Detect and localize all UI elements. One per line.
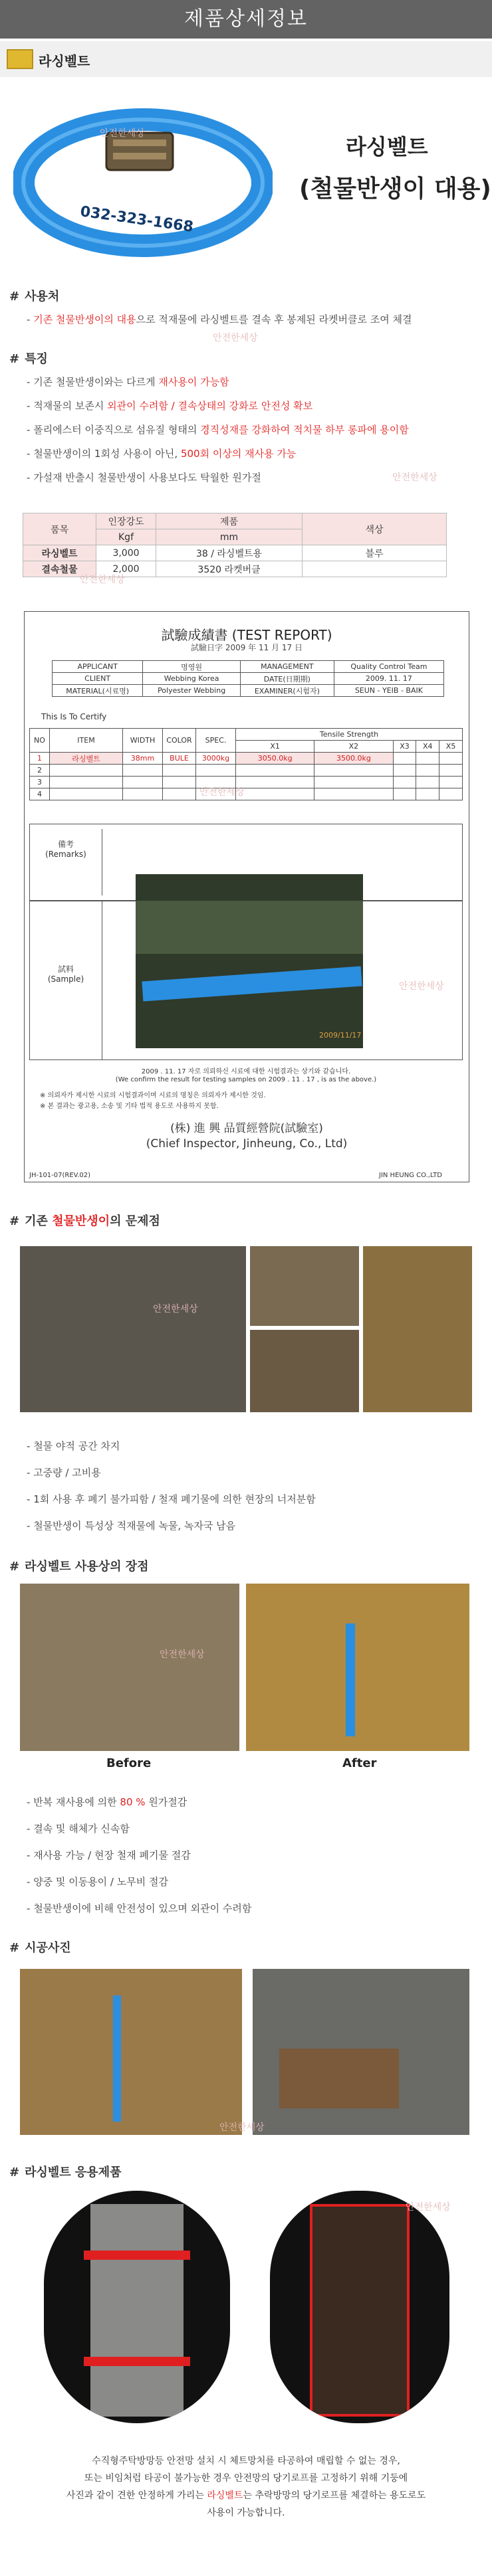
report-note3: ※ 의뢰자가 제시한 시료의 시험결과이며 시료의 명칭은 의뢰자가 제시한 것임. [40, 1092, 266, 1099]
application-photo-2 [270, 2191, 449, 2423]
application-desc-1: 수직형주탁방망등 안전망 설치 시 체트망처를 타공하여 매립할 수 없는 경우, [92, 2456, 400, 2466]
application-photo-1 [44, 2191, 230, 2423]
problem-item: - 고중량 / 고비용 [27, 1467, 101, 1479]
page-title: 제품상세정보 [0, 0, 492, 39]
report-note2: (We confirm the result for testing samples on 2009 . 11 . 17 , is as the above.) [115, 1076, 377, 1083]
watermark: 안전한세상 [213, 333, 258, 343]
report-certify: This Is To Certify [41, 712, 107, 721]
th-product: 품목 [23, 513, 96, 545]
watermark: 안전한세상 [399, 981, 444, 992]
after-label: After [342, 1756, 377, 1770]
sample-photo [136, 874, 363, 1048]
feature-item: - 가설재 반출시 철물반생이 사용보다도 탁월한 원가절 [27, 472, 261, 484]
watermark: 안전한세상 [100, 128, 145, 139]
report-info-table: APPLICANT 명영원 MANAGEMENT Quality Control Team CLIENT Webbing Korea DATE(日期期) 2009. 11. 17 MATERIAL(시료명) Polyester Webbing EXAMINER(시험자) SEUN - YEIB - BAIK [52, 660, 444, 697]
remarks-label: 備考 (Remarks) [45, 840, 86, 859]
th-color: 색상 [303, 513, 447, 545]
hero-title-line2: (철물반생이 대용) [299, 175, 491, 203]
problem-photo-wire [20, 1246, 246, 1412]
merit-item: - 양중 및 이동용이 / 노무비 절감 [27, 1876, 168, 1888]
sample-label: 試料 (Sample) [47, 965, 84, 984]
problem-item: - 철물 야적 공간 차지 [27, 1440, 120, 1452]
construction-photo-2 [253, 1969, 469, 2135]
problems-heading: # 기존 철물반생이의 문제점 [9, 1214, 160, 1228]
row-spec: 3520 라켓버클 [156, 561, 303, 577]
before-photo [20, 1584, 239, 1751]
merits-heading: # 라싱벨트 사용상의 장점 [9, 1560, 149, 1574]
application-desc-2: 또는 비임처럼 타공이 불가능한 경우 안전망의 당기로프를 고정하기 위해 기둥에 [84, 2473, 408, 2484]
report-company: (株) 進 興 品質經營院(試驗室) [170, 1122, 323, 1135]
watermark: 안전한세상 [153, 1304, 198, 1315]
application-desc-3: 사진과 같이 견한 안정하게 가리는 라싱벨트는 추락방망의 당기로프를 체결하는 용도로도 [66, 2490, 426, 2501]
construction-heading: # 시공사진 [9, 1941, 71, 1955]
report-note1: 2009 . 11. 17 자로 의뢰하신 시료에 대한 시험결과는 상기와 같습니다. [141, 1068, 351, 1075]
watermark: 안전한세상 [406, 2202, 451, 2213]
belt-print-text: 032-323-1668 [79, 203, 195, 236]
photo-date: 2009/11/17 [319, 1031, 362, 1040]
feature-item: - 철물반생이의 1회성 사용이 아닌, 500회 이상의 재사용 가능 [27, 448, 297, 460]
report-date: 試驗日字 2009 年 11 月 17 日 [191, 643, 303, 652]
hero-title-line1: 라싱벨트 [346, 134, 428, 159]
feature-item: - 기존 철물반생이와는 다르게 재사용이 가능함 [27, 376, 229, 388]
row-name: 결속철물 [23, 561, 96, 577]
watermark: 안전한세상 [160, 1649, 205, 1660]
report-footer-right: JIN HEUNG CO.,LTD [379, 1172, 442, 1179]
merit-item: - 결속 및 해체가 신속함 [27, 1823, 130, 1835]
unit-kgf: Kgf [96, 529, 156, 545]
problem-item: - 1회 사용 후 폐기 불가피함 / 철재 폐기물에 의한 현장의 너저분함 [27, 1493, 316, 1505]
row-spec: 38 / 라싱벨트용 [156, 545, 303, 561]
application-desc-4: 사용이 가능합니다. [207, 2508, 285, 2518]
th-tensile: 인장강도 [96, 513, 156, 529]
problem-item: - 철물반생이 특성상 적재물에 녹물, 녹자국 남음 [27, 1520, 236, 1532]
features-heading: # 특징 [9, 352, 48, 366]
product-name: 라싱벨트 [39, 53, 90, 69]
before-label: Before [106, 1756, 152, 1770]
th-spec: 제품 [156, 513, 303, 529]
applications-heading: # 라싱벨트 응용제품 [9, 2165, 122, 2179]
product-tag-icon [7, 49, 33, 69]
report-title: 試驗成績書 (TEST REPORT) [161, 627, 332, 643]
problem-photo-rust [250, 1246, 359, 1326]
problem-photo-pile [363, 1246, 472, 1412]
uses-text: - 기존 철물반생이의 대용으로 적재물에 라싱벨트를 결속 후 봉제된 라켓버클로 조여 체결 [27, 314, 412, 325]
row-name: 라싱벨트 [23, 545, 96, 561]
merit-item: - 반복 재사용에 의한 80 % 원가절감 [27, 1796, 187, 1808]
feature-item: - 폴리에스터 이중직으로 섬유질 형태의 경직성재를 강화하여 적치물 하부 롱파에 용이함 [27, 424, 409, 436]
watermark: 안전한세상 [219, 2122, 265, 2133]
merit-item: - 철물반생이에 비해 안전성이 있으며 외관이 수려함 [27, 1902, 252, 1914]
problem-photo-stack [250, 1330, 359, 1412]
watermark: 안전한세상 [199, 787, 245, 798]
feature-item: - 적재물의 보존시 외관이 수려함 / 결속상태의 강화로 안전성 확보 [27, 400, 313, 412]
report-footer-left: JH-101-07(REV.02) [29, 1172, 91, 1179]
report-note4: ※ 본 결과는 광고용, 소송 및 기타 법적 용도로 사용하지 못함. [40, 1103, 219, 1110]
report-company-en: (Chief Inspector, Jinheung, Co., Ltd) [146, 1137, 348, 1150]
construction-photo-1 [20, 1969, 242, 2135]
row-color: 블루 [303, 545, 447, 561]
merit-item: - 재사용 가능 / 현장 철재 폐기물 절감 [27, 1849, 191, 1861]
spec-table [23, 513, 447, 577]
unit-mm: mm [156, 529, 303, 545]
uses-heading: # 사용처 [9, 290, 60, 304]
row-color [303, 561, 447, 577]
row-tensile: 2,000 [96, 561, 156, 577]
after-photo [246, 1584, 469, 1751]
row-tensile: 3,000 [96, 545, 156, 561]
watermark: 안전한세상 [392, 472, 437, 483]
report-result-table: NO ITEM WIDTH COLOR SPEC. Tensile Strength X1 X2 X3 X4 X5 1 라싱벨트 38mm BULE 3000kg 3050.0kg 3500.0kg 2 3 4 [29, 728, 463, 800]
watermark: 안전한세상 [80, 575, 125, 585]
